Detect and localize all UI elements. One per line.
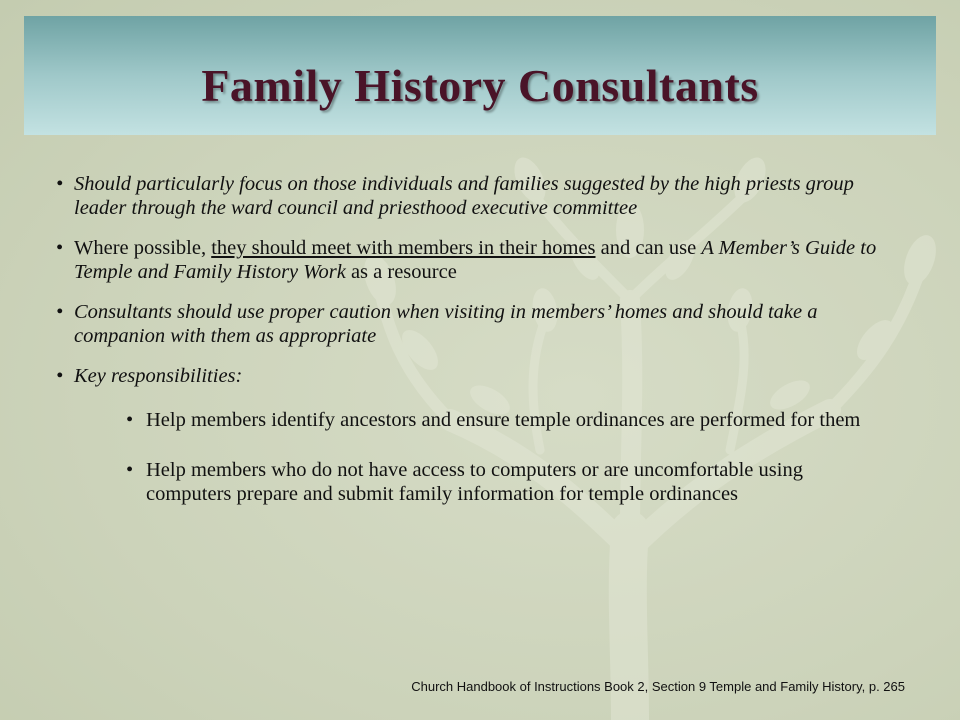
bullet-text-underlined: they should meet with members in their homes — [211, 237, 596, 259]
bullet-dot-icon: • — [56, 237, 64, 259]
bullet-text-mid: and can use — [595, 237, 702, 259]
bullet-text-lead: Where possible, — [74, 237, 212, 259]
bullet-dot-icon: • — [126, 409, 134, 431]
citation: Church Handbook of Instructions Book 2, Section 9 Temple and Family History, p. 265 — [411, 679, 905, 694]
bullet-text-tail: as a resource — [345, 261, 457, 283]
bullet-dot-icon: • — [56, 365, 64, 387]
bullet-text: Consultants should use proper caution when visiting in members’ homes and should take a companion with them as appropriate — [74, 301, 818, 347]
sub-bullet-text: Help members who do not have access to computers or are uncomfortable using computers prepare and submit family information for temple ordinances — [146, 459, 803, 505]
bullet-dot-icon: • — [56, 173, 64, 195]
page-title: Family History Consultants — [201, 60, 759, 111]
bullet-dot-icon: • — [56, 301, 64, 323]
bullet-list — [50, 172, 880, 506]
bullet-item — [50, 300, 880, 348]
guide-title: A Member’s Guide to Temple and Family History Work — [74, 237, 877, 283]
bullet-item — [50, 172, 880, 220]
bullet-item — [50, 236, 880, 284]
bullet-item — [50, 364, 880, 388]
sub-bullet-text: Help members identify ancestors and ensure temple ordinances are performed for them — [146, 409, 861, 431]
bullet-text: Should particularly focus on those individuals and families suggested by the high priests group leader through the ward council and priesthood executive committee — [74, 173, 854, 219]
sub-bullet-item — [120, 408, 880, 432]
sub-bullet-item — [120, 458, 880, 506]
bullet-dot-icon: • — [126, 459, 134, 481]
bullet-text: Key responsibilities: — [74, 365, 243, 387]
title-band — [24, 16, 936, 135]
